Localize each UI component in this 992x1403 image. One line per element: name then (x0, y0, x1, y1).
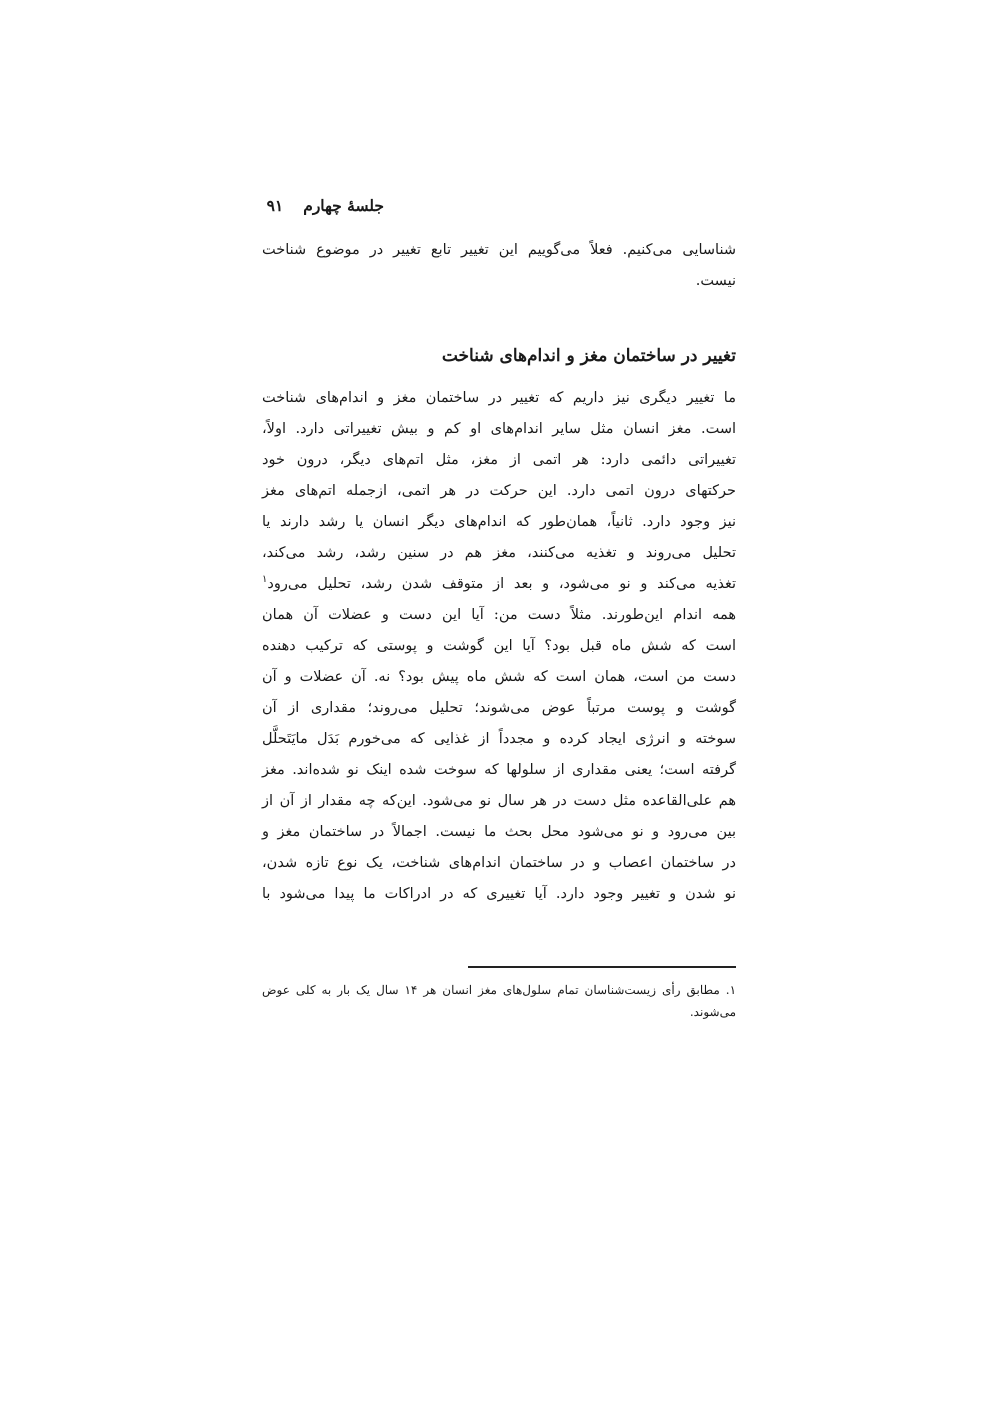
text-line: همه اندام این‌طورند. مثلاً دست من: آیا این دست و عضلات آن همان (262, 607, 736, 623)
text-line: شناسایی می‌کنیم. فعلاً می‌گوییم این تغییر تابع تغییر در موضوع شناخت (262, 242, 736, 258)
page-number: ۹۱ (266, 196, 284, 215)
text-line: است که شش ماه قبل بود؟ آیا این گوشت و پوستی که ترکیب دهنده (262, 638, 736, 654)
text-line-with-footnote (262, 569, 736, 600)
book-page (262, 0, 736, 1403)
text-line: گرفته است؛ یعنی مقداری از سلولها که سوخت شده اینک نو شده‌اند. مغز (262, 762, 736, 778)
chapter-title: جلسهٔ چهارم (303, 196, 384, 215)
text-line: سوخته و انرژی ایجاد کرده و مجدداً از غذایی که می‌خورم بَدَل مایَتَحلَّل (262, 731, 736, 747)
text-line: هم علی‌القاعده مثل دست در هر سال نو می‌شود. این‌که چه مقدار از آن از (262, 793, 736, 809)
text-line: در ساختمان اعصاب و در ساختمان اندام‌های شناخت، یک نوع تازه شدن، (262, 855, 736, 871)
section-heading: تغییر در ساختمان مغز و اندام‌های شناخت (441, 346, 736, 366)
text-line: نیست. (695, 273, 736, 289)
text-line: نیز وجود دارد. ثانیاً، همان‌طور که اندام‌های دیگر انسان یا رشد دارند یا (262, 514, 736, 530)
footnote-line: می‌شوند. (689, 1005, 736, 1019)
footnote (262, 979, 736, 1023)
text-line: دست من است، همان است که شش ماه پیش بود؟ نه. آن عضلات و آن (262, 669, 736, 685)
text-line: است. مغز انسان مثل سایر اندام‌های او کم و بیش تغییراتی دارد. اولاً، (262, 421, 736, 437)
intro-paragraph (262, 235, 736, 297)
text-line: نو شدن و تغییر وجود دارد. آیا تغییری که در ادراکات ما پیدا می‌شود با (262, 886, 736, 902)
text-line: ما تغییر دیگری نیز داریم که تغییر در ساختمان مغز و اندام‌های شناخت (262, 390, 736, 406)
text-line: تحلیل می‌روند و تغذیه می‌کنند، مغز هم در سنین رشد، رشد می‌کند، (262, 545, 736, 561)
text-line: تغذیه می‌کند و نو می‌شود، و بعد از متوقف شدن رشد، تحلیل می‌رود (267, 576, 736, 592)
text-line: تغییراتی دائمی دارد: هر اتمی از مغز، مثل اتم‌های دیگر، درون خود (262, 452, 736, 468)
footnote-divider (468, 966, 736, 968)
text-line: حرکتهای درون اتمی دارد. این حرکت در هر اتمی، ازجمله اتم‌های مغز (262, 483, 736, 499)
footnote-line: ۱. مطابق رأی زیست‌شناسان تمام سلول‌های مغز انسان هر ۱۴ سال یک بار به کلی عوض (262, 983, 737, 997)
text-line: بین می‌رود و نو می‌شود محل بحث ما نیست. اجمالاً در ساختمان مغز و (262, 824, 736, 840)
text-line: گوشت و پوست مرتباً عوض می‌شوند؛ تحلیل می‌روند؛ مقداری از آن (262, 700, 736, 716)
body-paragraph (262, 383, 736, 910)
footnote-reference[interactable]: ۱ (262, 574, 268, 586)
running-header (267, 196, 384, 215)
